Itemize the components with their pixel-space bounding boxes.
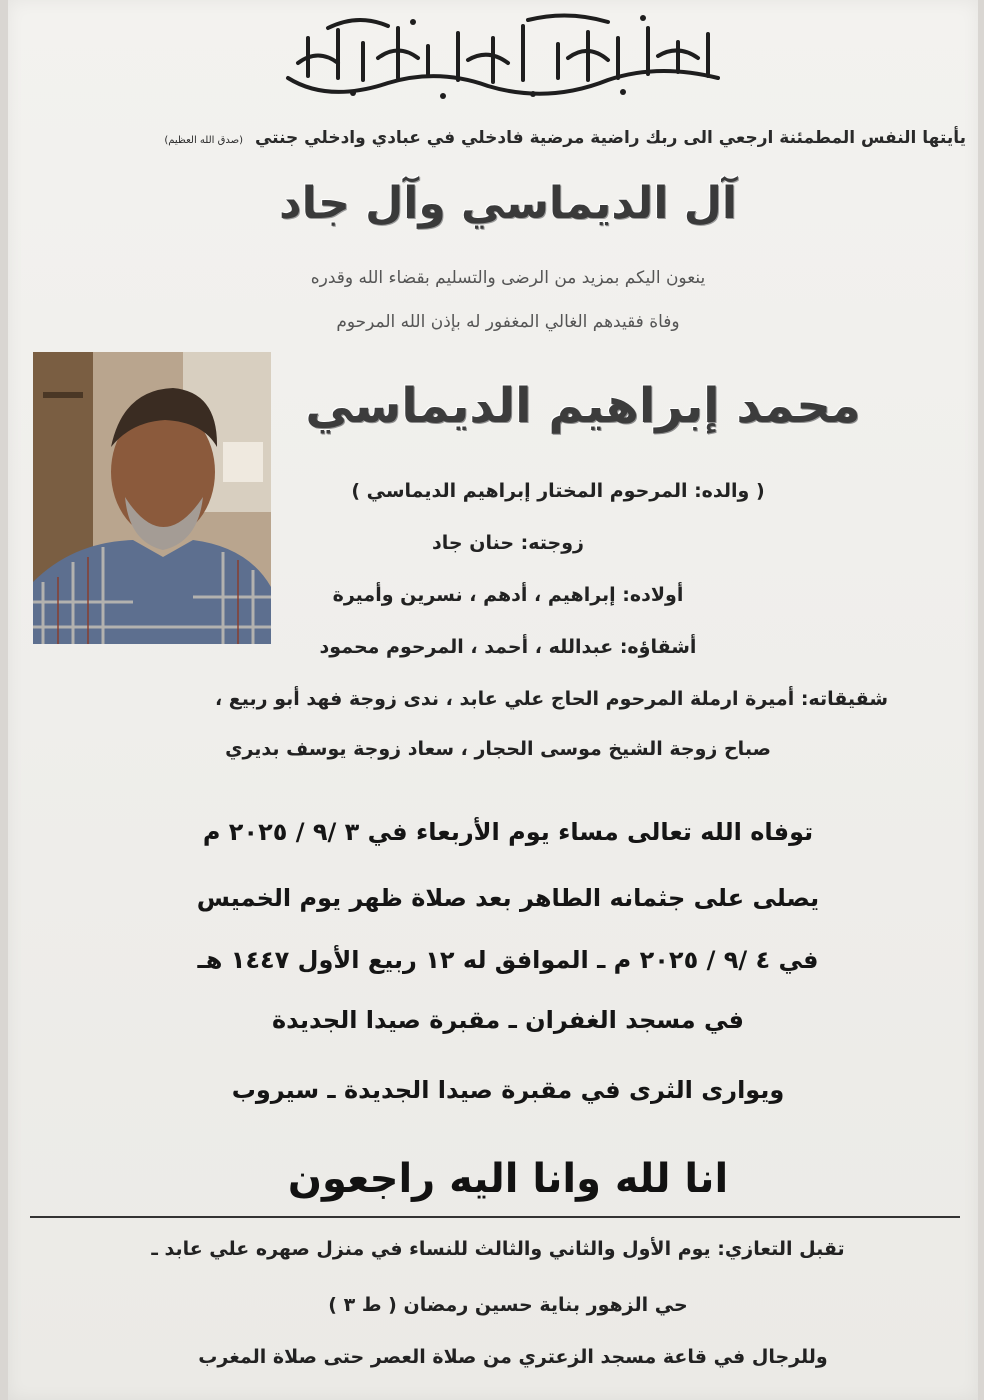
families-title: آل الديماسي وآل جاد bbox=[279, 178, 737, 229]
children-line: أولاده: إبراهيم ، أدهم ، نسرين وأميرة bbox=[332, 584, 684, 606]
death-date-line: توفاه الله تعالى مساء يوم الأربعاء في ٣ /٩ / ٢٠٢٥ م bbox=[202, 818, 814, 846]
obituary-page bbox=[8, 0, 978, 1400]
verse-attribution: (صدق الله العظيم) bbox=[164, 135, 244, 146]
funeral-date-line: في ٤ /٩ / ٢٠٢٥ م ـ الموافق له ١٢ ربيع الأول ١٤٤٧ هـ bbox=[197, 946, 819, 974]
condolences-line-1: تقبل التعازي: يوم الأول والثاني والثالث للنساء في منزل صهره علي عابد ـ bbox=[151, 1238, 845, 1260]
prayer-line: يصلى على جثمانه الطاهر بعد صلاة ظهر يوم الخميس bbox=[196, 884, 820, 912]
deceased-name: محمد إبراهيم الديماسي bbox=[305, 378, 861, 434]
calligraphy-header bbox=[268, 8, 738, 108]
announcement-line-2: وفاة فقيدهم الغالي المغفور له بإذن الله المرحوم bbox=[336, 312, 680, 332]
calligraphy-image bbox=[268, 8, 738, 108]
mosque-line: في مسجد الغفران ـ مقبرة صيدا الجديدة bbox=[271, 1006, 745, 1034]
brothers-line: أشقاؤه: عبدالله ، أحمد ، المرحوم محمود bbox=[319, 636, 697, 658]
condolences-line-2: حي الزهور بناية حسين رمضان ( ط ٣ ) bbox=[328, 1294, 688, 1316]
father-line: ( والده: المرحوم المختار إبراهيم الديماسي ) bbox=[351, 480, 765, 502]
condolences-line-3: وللرجال في قاعة مسجد الزعتري من صلاة العصر حتى صلاة المغرب bbox=[198, 1346, 828, 1368]
announcement-line-1: ينعون اليكم بمزيد من الرضى والتسليم بقضاء الله وقدره bbox=[310, 268, 706, 288]
sisters-line-2: صباح زوجة الشيخ موسى الحجار ، سعاد زوجة يوسف بديري bbox=[225, 738, 771, 760]
divider bbox=[30, 1216, 960, 1218]
wife-line: زوجته: حنان جاد bbox=[432, 532, 584, 554]
quran-verse bbox=[164, 128, 966, 148]
closing-verse: انا لله وانا اليه راجعون bbox=[287, 1156, 729, 1202]
sisters-line-1: شقيقاته: أميرة ارملة المرحوم الحاج علي عابد ، ندى زوجة فهد أبو ربيع ، bbox=[214, 688, 888, 710]
deceased-photo bbox=[33, 352, 271, 644]
portrait-image bbox=[33, 352, 271, 644]
verse-text: يأيتها النفس المطمئنة ارجعي الى ربك راضية مرضية فادخلي في عبادي وادخلي جنتي bbox=[254, 128, 966, 148]
burial-line: ويوارى الثرى في مقبرة صيدا الجديدة ـ سيروب bbox=[231, 1076, 785, 1104]
